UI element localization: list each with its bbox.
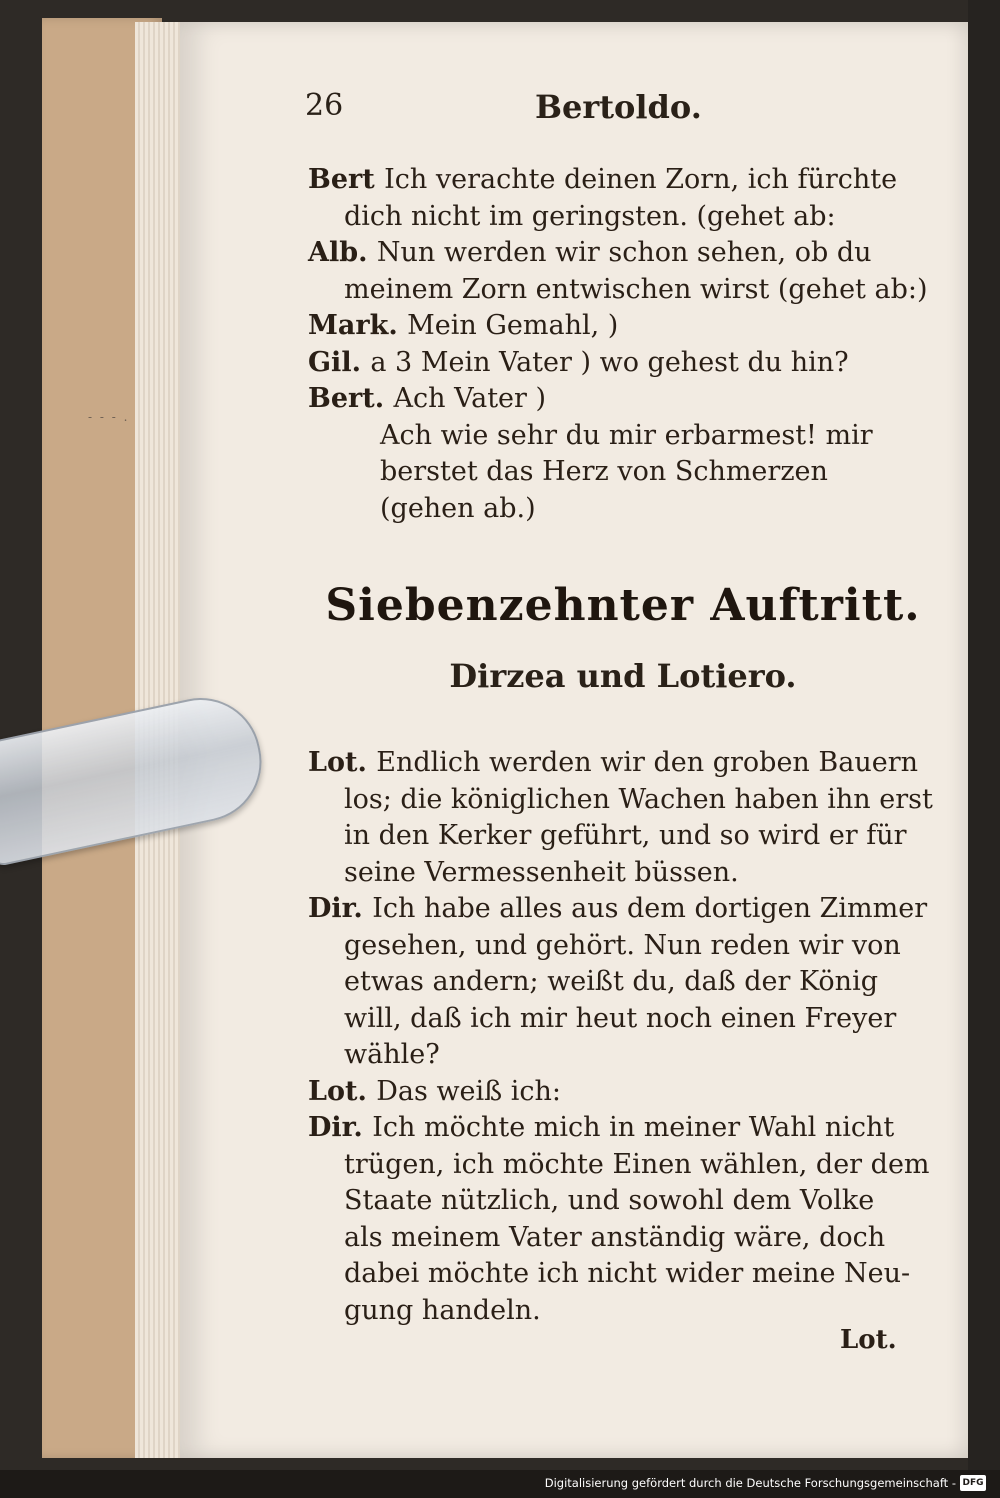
- line-text: Ach Vater ): [393, 383, 547, 414]
- speaker-label: Alb.: [308, 237, 377, 268]
- line-text: dich nicht im geringsten. (gehet ab:: [344, 200, 836, 232]
- line-text: will, daß ich mir heut noch einen Freyer: [344, 1002, 897, 1034]
- text-line: [308, 928, 938, 965]
- line-text: Staate nützlich, und sowohl dem Volke: [344, 1185, 875, 1216]
- catchword: Lot.: [840, 1325, 897, 1355]
- text-line: [308, 818, 938, 855]
- line-text: Nun werden wir schon sehen, ob du: [376, 237, 872, 268]
- scan-border: [968, 0, 1000, 1470]
- scene-heading: [308, 578, 938, 696]
- page-header: [305, 88, 702, 128]
- line-text: seine Vermessenheit büssen.: [344, 856, 739, 888]
- speaker-label: Gil.: [308, 346, 371, 378]
- text-line: [308, 418, 938, 455]
- dialogue-block-2: [308, 745, 938, 1329]
- running-title: Bertoldo.: [535, 88, 702, 126]
- line-text: (gehen ab.): [380, 492, 536, 524]
- text-line: [308, 272, 938, 309]
- speaker-label: Mark.: [308, 310, 408, 341]
- text-line: [308, 308, 938, 345]
- text-line: [308, 1074, 938, 1111]
- text-line: [308, 381, 938, 418]
- scene-title: Siebenzehnter Auftritt.: [325, 580, 921, 631]
- text-line: [308, 1183, 938, 1220]
- text-line: [308, 454, 938, 491]
- line-text: a 3 Mein Vater ) wo gehest du hin?: [370, 346, 849, 378]
- line-text: Ich verachte deinen Zorn, ich fürchte: [384, 164, 898, 195]
- line-text: Endlich werden wir den groben Bauern: [376, 747, 918, 778]
- line-text: Das weiß ich:: [376, 1075, 562, 1107]
- line-text: etwas andern; weißt du, daß der König: [344, 966, 878, 997]
- line-text: Mein Gemahl, ): [407, 310, 619, 341]
- text-line: [308, 1037, 938, 1074]
- stray-mark: - - - .: [88, 410, 130, 424]
- text-line: [308, 782, 938, 819]
- text-line: [308, 745, 938, 782]
- line-text: als meinem Vater anständig wäre, doch: [344, 1221, 886, 1253]
- speaker-label: Lot.: [308, 747, 377, 778]
- text-line: [308, 855, 938, 892]
- line-text: gesehen, und gehört. Nun reden wir von: [344, 929, 901, 961]
- line-text: berstet das Herz von Schmerzen: [380, 456, 828, 487]
- speaker-label: Dir.: [308, 1112, 373, 1143]
- line-text: gung handeln.: [344, 1294, 541, 1326]
- line-text: in den Kerker geführt, und so wird er für: [344, 820, 907, 851]
- text-line: [308, 235, 938, 272]
- text-line: [308, 1256, 938, 1293]
- text-line: [308, 491, 938, 528]
- digitization-credit: Digitalisierung gefördert durch die Deutsche Forschungsgemeinschaft -: [544, 1476, 956, 1490]
- scene-characters: Dirzea und Lotiero.: [449, 657, 797, 695]
- speaker-label: Lot.: [308, 1075, 377, 1107]
- line-text: meinem Zorn entwischen wirst (gehet ab:): [344, 273, 928, 305]
- speaker-label: Dir.: [308, 893, 373, 924]
- dfg-logo: DFG: [960, 1475, 986, 1491]
- text-line: [308, 199, 938, 236]
- page-number: 26: [305, 88, 344, 123]
- text-line: [308, 1110, 938, 1147]
- text-line: [308, 1001, 938, 1038]
- text-line: [308, 964, 938, 1001]
- dialogue-block-1: [308, 162, 938, 527]
- text-line: [308, 162, 938, 199]
- text-line: [308, 891, 938, 928]
- line-text: Ach wie sehr du mir erbarmest! mir: [380, 419, 873, 451]
- line-text: dabei möchte ich nicht wider meine Neu-: [344, 1258, 911, 1289]
- line-text: los; die königlichen Wachen haben ihn erst: [344, 783, 933, 815]
- text-line: [308, 1293, 938, 1330]
- line-text: Ich habe alles aus dem dortigen Zimmer: [372, 893, 928, 924]
- text-line: [308, 1147, 938, 1184]
- text-line: [308, 345, 938, 382]
- line-text: trügen, ich möchte Einen wählen, der dem: [344, 1148, 930, 1180]
- line-text: wähle?: [344, 1039, 440, 1070]
- speaker-label: Bert.: [308, 383, 394, 414]
- speaker-label: Bert: [308, 164, 385, 195]
- text-line: [308, 1220, 938, 1257]
- line-text: Ich möchte mich in meiner Wahl nicht: [372, 1112, 895, 1143]
